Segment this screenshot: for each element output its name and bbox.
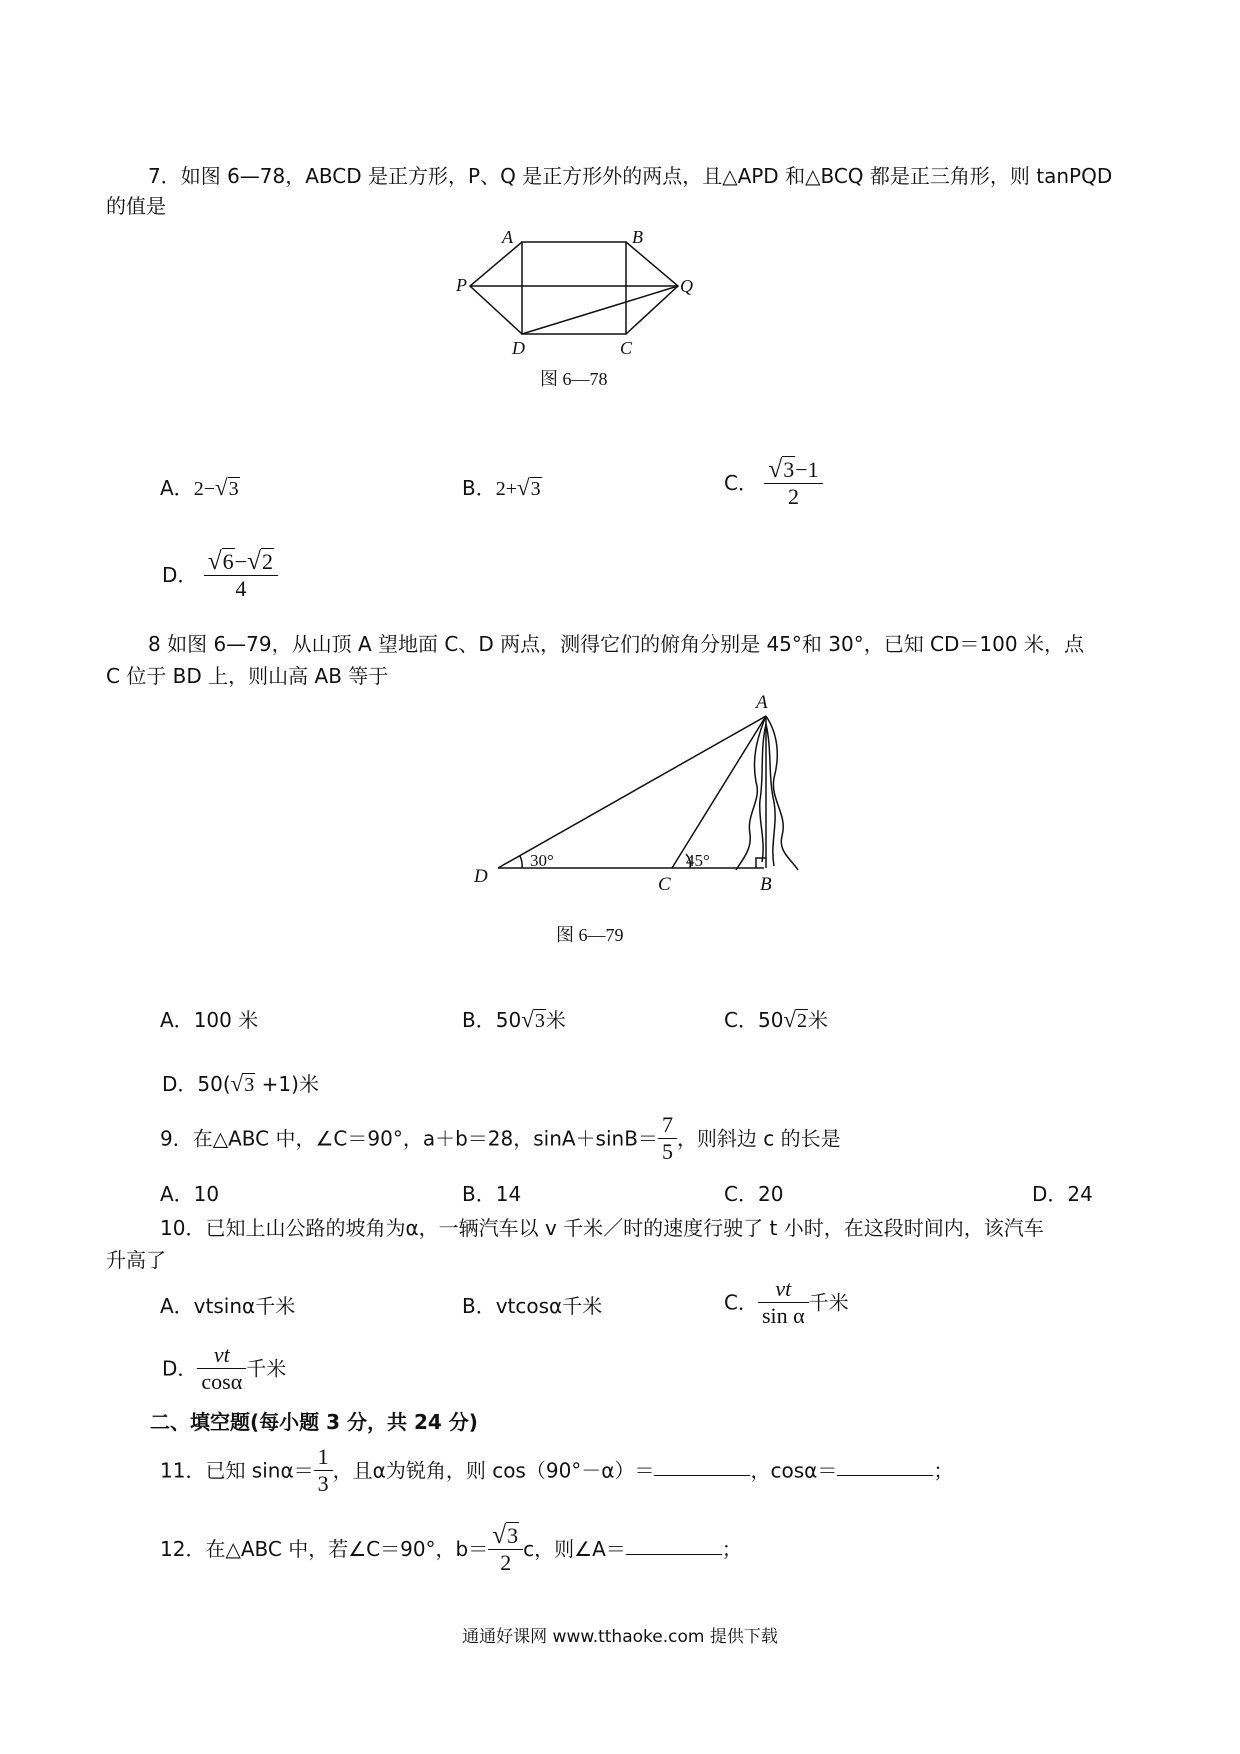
angle-arc-30 bbox=[520, 856, 522, 868]
figure-6-78 bbox=[440, 218, 720, 398]
fig79-label-c: C bbox=[658, 874, 671, 895]
q8-option-a[interactable]: A．100 米 bbox=[160, 1008, 259, 1032]
q9-stem: 9．在△ABC 中，∠C＝90°，a＋b＝28，sinA＋sinB＝ $\frac{7}{5}$ ，则斜边 c 的长是 bbox=[160, 1112, 841, 1164]
sqrt-radical: √2 bbox=[783, 1007, 808, 1032]
figure-6-79 bbox=[460, 690, 820, 950]
square-abcd bbox=[522, 242, 626, 334]
fig78-label-a: A bbox=[502, 227, 513, 247]
q7-stem-line2: 的值是 bbox=[106, 194, 166, 218]
segment-dq bbox=[522, 286, 678, 334]
q9-option-c[interactable]: C．20 bbox=[724, 1182, 784, 1206]
q9-option-a[interactable]: A．10 bbox=[160, 1182, 220, 1206]
fig79-caption: 图 6—79 bbox=[556, 925, 624, 945]
q7-option-a[interactable]: A．2−√3 bbox=[160, 472, 240, 505]
q7-option-b[interactable]: B．2+√3 bbox=[462, 472, 542, 505]
fraction: $\frac{7}{5}$ bbox=[658, 1112, 677, 1165]
q7-option-d[interactable]: D． $\frac{√6-√2}{4}$ bbox=[162, 548, 278, 602]
fraction: $\frac{√6-√2}{4}$ bbox=[204, 548, 278, 602]
right-angle-mark bbox=[756, 858, 766, 868]
fig79-label-b: B bbox=[760, 874, 772, 895]
q8-stem-line2: C 位于 BD 上，则山高 AB 等于 bbox=[106, 664, 389, 688]
q10-stem-line1: 10．已知上山公路的坡角为α，一辆汽车以 v 千米／时的速度行驶了 t 小时，在这段时间内，该汽车 bbox=[160, 1216, 1044, 1240]
segment-ad bbox=[498, 716, 766, 868]
mountain-outline bbox=[736, 716, 798, 870]
sqrt-radical: √3 bbox=[521, 1007, 545, 1032]
segment-ac bbox=[672, 716, 766, 868]
fig78-label-c: C bbox=[620, 338, 633, 358]
fig79-label-d: D bbox=[474, 866, 488, 887]
q8-stem-line1: 8 如图 6—79，从山顶 A 望地面 C、D 两点，测得它们的俯角分别是 45°和 30°，已知 CD＝100 米，点 bbox=[148, 632, 1084, 656]
fig79-angle-30: 30° bbox=[530, 851, 554, 870]
q7-option-c[interactable]: C． $\frac{√3-1}{2}$ bbox=[724, 456, 823, 510]
q11-stem: 11．已知 sinα＝ $\frac{1}{3}$ ，且α为锐角，则 cos（90°－α）＝ ，cosα＝ ； bbox=[160, 1444, 954, 1496]
q8-option-c[interactable]: C．50√2米 bbox=[724, 1004, 828, 1037]
fraction: $\frac{1}{3}$ bbox=[314, 1444, 333, 1497]
q10-option-d[interactable]: D． $\frac{vt}{\cos\alpha}$ 千米 bbox=[162, 1342, 287, 1394]
q9-option-b[interactable]: B．14 bbox=[462, 1182, 522, 1206]
q10-option-b[interactable]: B．vtcosα千米 bbox=[462, 1294, 603, 1318]
fraction: $\frac{√3}{2}$ bbox=[488, 1522, 523, 1576]
fraction: $\frac{vt}{\cos\alpha}$ bbox=[197, 1342, 246, 1395]
sqrt-radical: √3 bbox=[517, 475, 541, 500]
q7-stem-line1: 7．如图 6—78，ABCD 是正方形，P、Q 是正方形外的两点，且△APD 和△BCQ 都是正三角形，则 tanPQD bbox=[148, 164, 1113, 188]
q10-option-c[interactable]: C． $\frac{vt}{\text{sin α}}$ 千米 bbox=[724, 1276, 849, 1328]
fraction: $\frac{vt}{\text{sin α}}$ bbox=[758, 1276, 809, 1329]
q9-option-d[interactable]: D．24 bbox=[1032, 1182, 1093, 1206]
q8-option-b[interactable]: B．50√3米 bbox=[462, 1004, 566, 1037]
section-2-title: 二、填空题(每小题 3 分，共 24 分) bbox=[150, 1410, 478, 1434]
q10-stem-line2: 升高了 bbox=[106, 1248, 166, 1272]
q12-stem: 12．在△ABC 中，若∠C＝90°，b＝ $\frac{√3}{2}$ c，则∠A＝ ； bbox=[160, 1521, 742, 1575]
fig78-label-d: D bbox=[512, 338, 525, 358]
answer-blank-3[interactable] bbox=[626, 1536, 722, 1555]
fig78-label-q: Q bbox=[680, 276, 693, 296]
sqrt-radical: √3 bbox=[214, 475, 239, 500]
q10-option-a[interactable]: A．vtsinα千米 bbox=[160, 1294, 296, 1318]
page-footer: 通通好课网 www.tthaoke.com 提供下载 bbox=[462, 1627, 778, 1647]
fig79-angle-45: 45° bbox=[686, 851, 710, 870]
fig78-label-b: B bbox=[632, 227, 643, 247]
sqrt-radical: √3 bbox=[230, 1071, 255, 1096]
fig79-label-a: A bbox=[756, 692, 768, 713]
fraction: $\frac{√3-1}{2}$ bbox=[764, 456, 822, 510]
triangle-apd bbox=[470, 242, 522, 334]
answer-blank-2[interactable] bbox=[837, 1457, 933, 1476]
answer-blank-1[interactable] bbox=[654, 1457, 750, 1476]
q8-option-d[interactable]: D．50(√3 +1)米 bbox=[162, 1068, 319, 1101]
fig78-label-p: P bbox=[456, 275, 467, 295]
fig78-caption: 图 6—78 bbox=[540, 369, 608, 389]
